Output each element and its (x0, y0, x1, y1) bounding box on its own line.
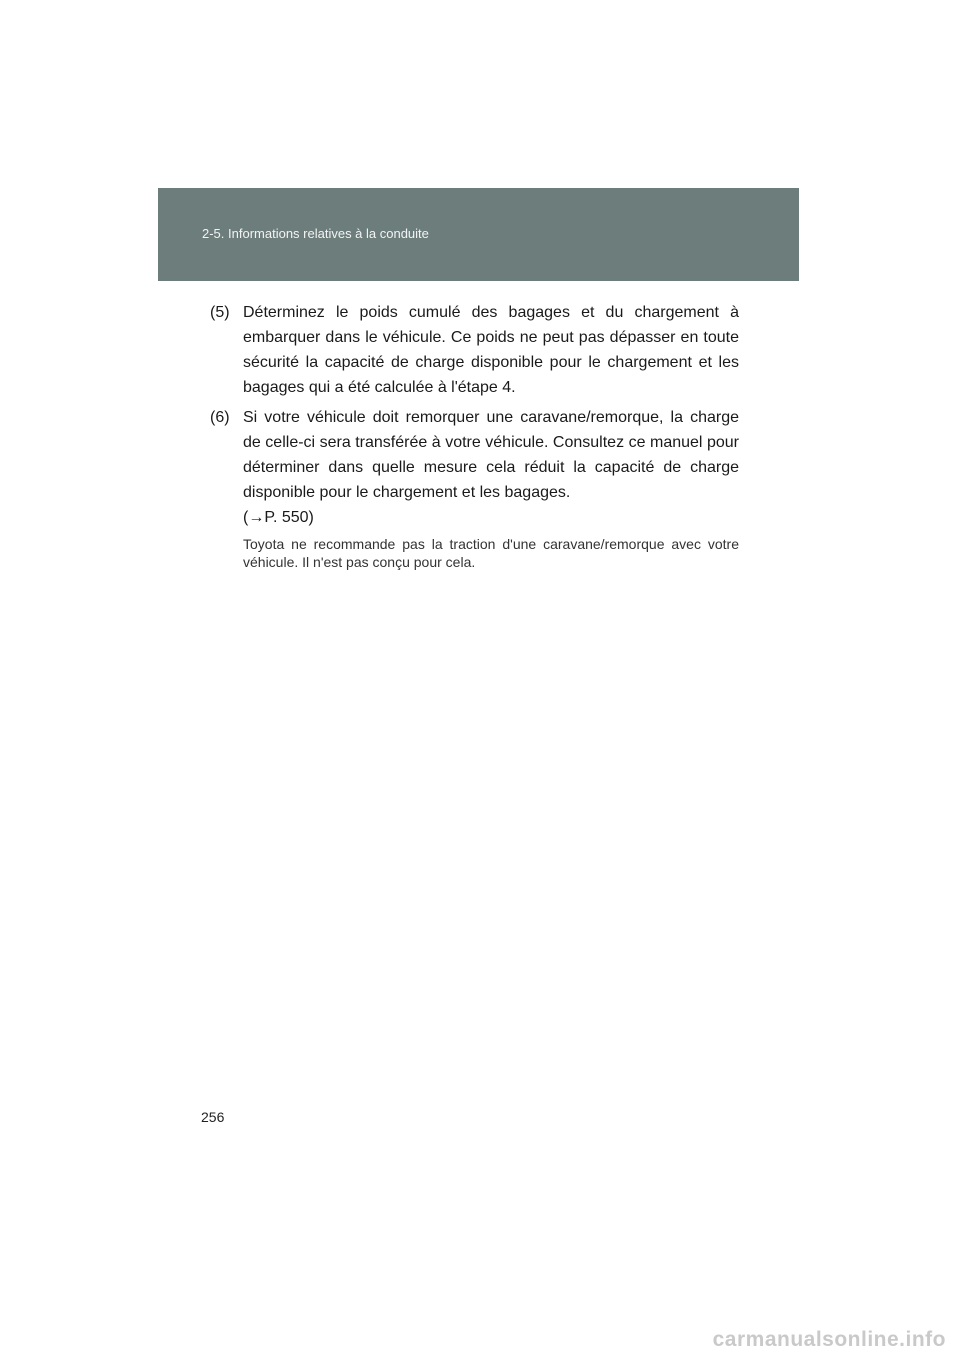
section-title: 2-5. Informations relatives à la conduite (202, 226, 429, 241)
step-number: (5) (210, 304, 230, 321)
step-number: (6) (210, 409, 230, 426)
watermark-logo: carmanualsonline.info (712, 1328, 946, 1351)
page-reference-link[interactable]: (→P. 550) (243, 509, 314, 526)
step-5 (210, 300, 739, 400)
step-6 (210, 405, 739, 530)
page-content (210, 300, 739, 571)
step-text: Déterminez le poids cumulé des bagages et du chargement à embarquer dans le véhicule. Ce poids ne peut pas dépasser en toute sécurité la capacité de charge disponible pour le chargement et les bagages qui a été calculée à l'étape 4. (243, 304, 739, 396)
page-number: 256 (201, 1109, 225, 1125)
step-text: Si votre véhicule doit remorquer une caravane/remorque, la charge de celle-ci sera transférée à votre véhicule. Consultez ce manuel pour déterminer dans quelle mesure cela réduit la capacité de charge disponible pour le chargement et les bagages. (243, 409, 739, 501)
note-text: Toyota ne recommande pas la traction d'une caravane/remorque avec votre véhicule. Il n'est pas conçu pour cela. (243, 536, 739, 570)
section-header-band (158, 188, 799, 281)
